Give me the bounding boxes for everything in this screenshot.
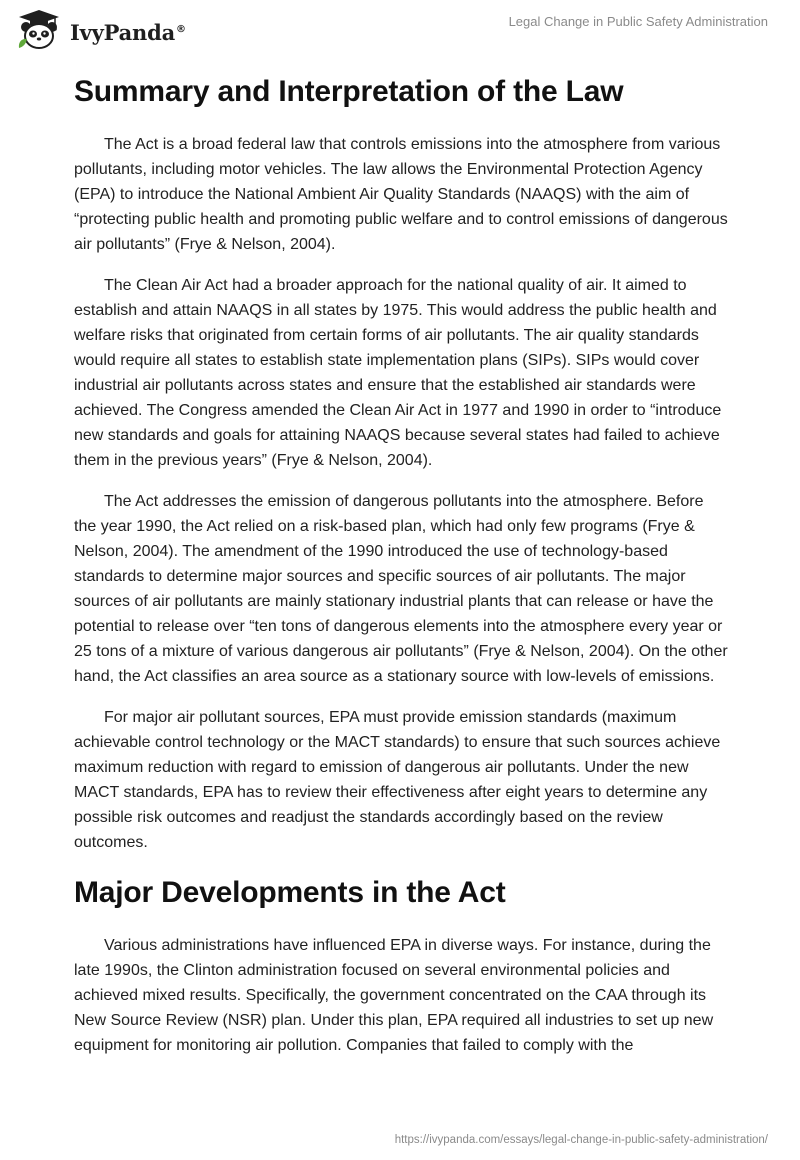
panda-graduate-icon bbox=[14, 8, 64, 52]
registered-mark: ® bbox=[176, 23, 186, 35]
section-heading-major-developments: Major Developments in the Act bbox=[74, 876, 506, 909]
source-url-link[interactable]: https://ivypanda.com/essays/legal-change-in-public-safety-administration/ bbox=[394, 1134, 768, 1146]
article-body bbox=[74, 70, 728, 1074]
section-heading-summary: Summary and Interpretation of the Law bbox=[74, 75, 624, 108]
ivypanda-logo[interactable] bbox=[14, 8, 186, 52]
document-title: Legal Change in Public Safety Administration bbox=[508, 14, 768, 29]
paragraph: Various administrations have influenced EPA in diverse ways. For instance, during the late 1990s, the Clinton administration focused on several environmental policies and achieved mixed results. Specifically, the government concentrated on the CAA through its New Source Review (NSR) plan. Under this plan, EPA required all industries to set up new equipment for monitoring air pollution. Companies that failed to comply with the bbox=[74, 937, 714, 1054]
paragraph: The Act is a broad federal law that controls emissions into the atmosphere from various pollutants, including motor vehicles. The law allows the Environmental Protection Agency (EPA) to introduce the National Ambient Air Quality Standards (NAAQS) with the aim of “protecting public health and promoting public welfare and to control emissions of dangerous air pollutants” (Frye & Nelson, 2004). bbox=[74, 136, 728, 253]
paragraph: For major air pollutant sources, EPA must provide emission standards (maximum achievable control technology or the MACT standards) to ensure that such sources achieve maximum reduction with regard to emission of dangerous air pollutants. Under the new MACT standards, EPA has to review their effectiveness after eight years to determine any possible risk outcomes and readjust the standards accordingly based on the review outcomes. bbox=[74, 709, 721, 851]
brand-name: IvyPanda® bbox=[70, 19, 186, 45]
page-header bbox=[0, 0, 800, 60]
paragraph: The Clean Air Act had a broader approach for the national quality of air. It aimed to establish and attain NAAQS in all states by 1975. This would address the public health and welfare risks that originated from certain forms of air pollutants. The air quality standards would require all states to establish state implementation plans (SIPs). SIPs would cover industrial air pollutants across states and ensure that the established air standards were achieved. The Congress amended the Clean Air Act in 1977 and 1990 in order to “introduce new standards and goals for attaining NAAQS because several states had failed to achieve them in the previous years” (Frye & Nelson, 2004). bbox=[74, 277, 722, 469]
paragraph: The Act addresses the emission of dangerous pollutants into the atmosphere. Before the year 1990, the Act relied on a risk-based plan, which had only few programs (Frye & Nelson, 2004). The amendment of the 1990 introduced the use of technology-based standards to determine major sources and specific sources of air pollutants. The major sources of air pollutants are mainly stationary industrial plants that can release or have the potential to release over “ten tons of dangerous elements into the atmosphere every year or 25 tons of a mixture of various dangerous air pollutants” (Frye & Nelson, 2004). On the other hand, the Act classifies an area source as a stationary source with low-levels of emissions. bbox=[74, 493, 728, 685]
